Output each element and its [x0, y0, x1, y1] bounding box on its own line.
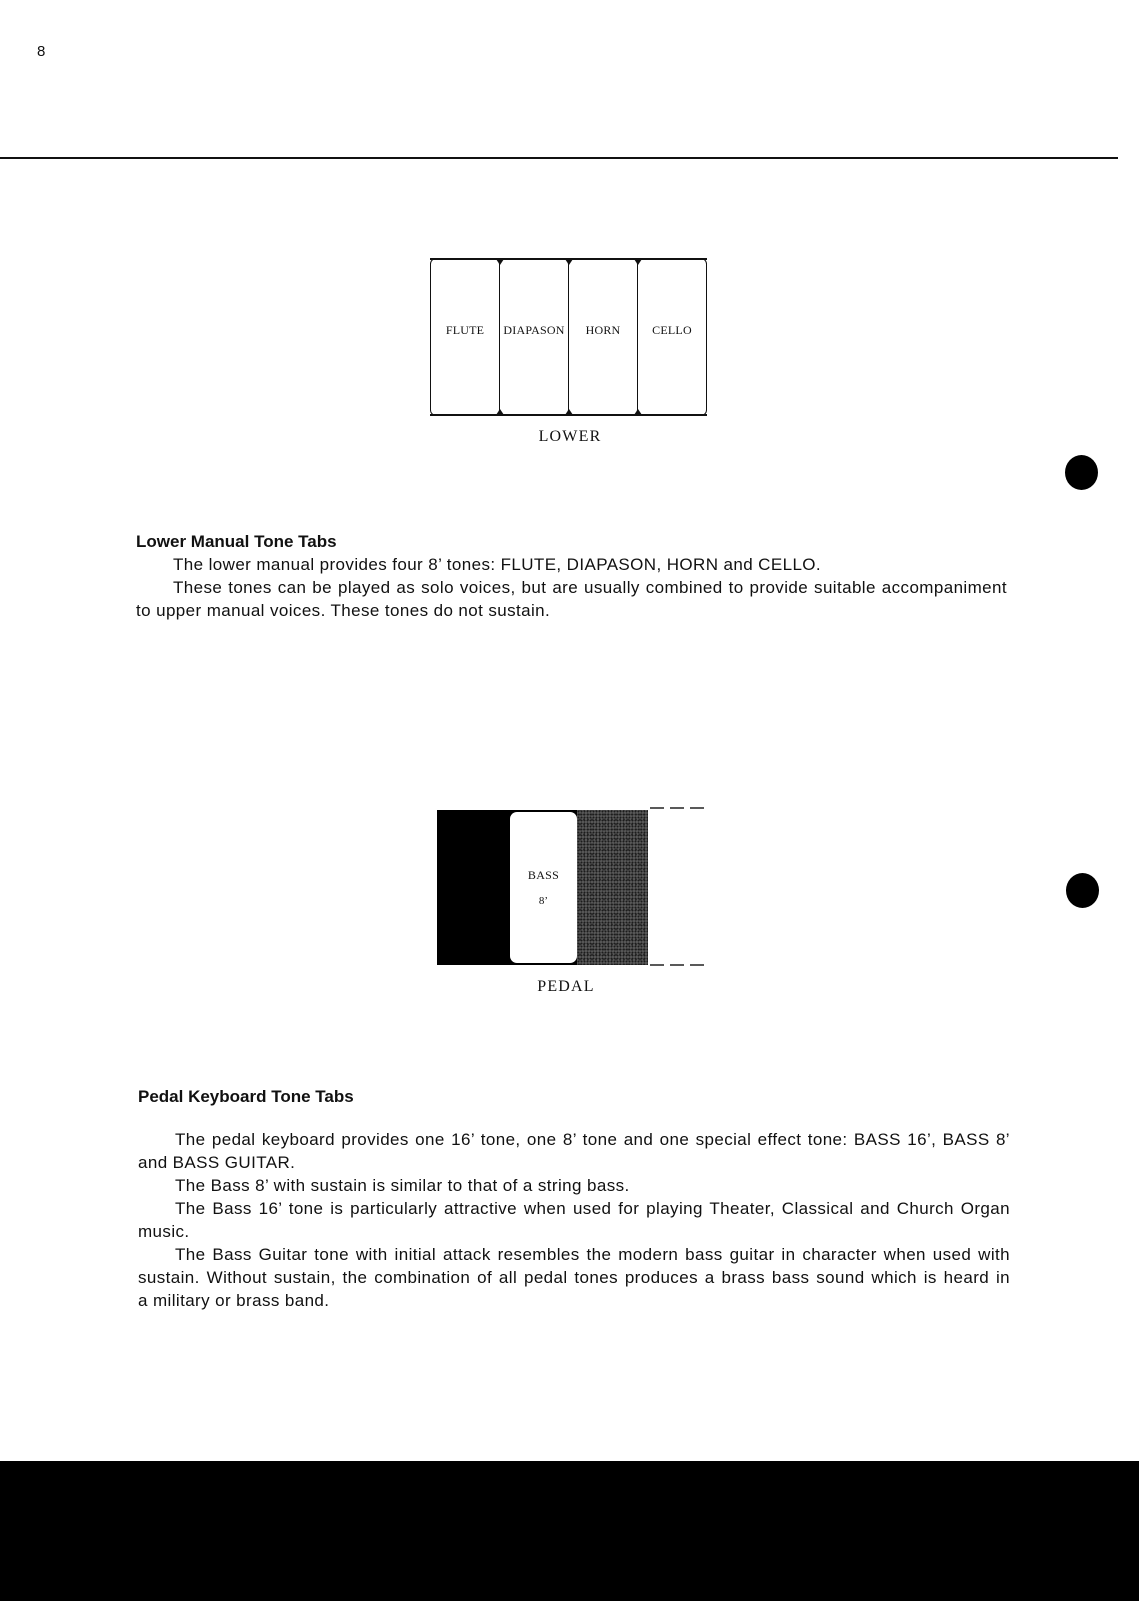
header-rule: [0, 157, 1118, 159]
tab-notch: [634, 259, 642, 265]
paragraph: [138, 1197, 1010, 1243]
paragraph: [138, 1174, 1010, 1197]
pedal-panel-caption: PEDAL: [537, 978, 595, 995]
tone-tab-label: HORN: [585, 322, 621, 337]
paragraph-line: The Bass Guitar tone with initial attack resembles the modern bass guitar in character when used with: [175, 1245, 1010, 1264]
paragraph-line: The Bass 8’ with sustain is similar to that of a string bass.: [175, 1176, 630, 1195]
tone-tab-label: FLUTE: [445, 322, 485, 337]
page-number: 8: [37, 43, 46, 60]
paragraph-line: The pedal keyboard provides one 16’ tone, one 8’ tone and one special effect tone: BASS 16’, BASS 8’: [175, 1130, 1010, 1149]
paragraph-line: and BASS GUITAR.: [138, 1153, 296, 1172]
tab-notch: [565, 259, 573, 265]
punch-hole: [1066, 873, 1099, 908]
tab-notch: [565, 409, 573, 415]
tab-notch: [634, 409, 642, 415]
paragraph: [138, 1128, 1010, 1174]
tab-notch: [496, 259, 504, 265]
tone-tab-label: BASS: [527, 867, 560, 882]
section-heading: Pedal Keyboard Tone Tabs: [138, 1087, 354, 1106]
lower-tone-tab-panel: [430, 258, 707, 416]
tone-tab-label: DIAPASON: [503, 322, 565, 337]
panel-stipple-fill: [577, 810, 648, 965]
pedal-tone-tab-panel: [437, 810, 648, 965]
tone-tab-diapason: [499, 258, 569, 416]
paragraph-line: to upper manual voices. These tones do not sustain.: [136, 601, 551, 620]
paragraph-line: These tones can be played as solo voices, but are usually combined to provide suitable accompaniment: [173, 578, 1007, 597]
tone-tab-footage: 8’: [538, 894, 549, 907]
pedal-keyboard-section: [138, 1085, 1010, 1312]
section-heading: Lower Manual Tone Tabs: [136, 532, 337, 551]
paragraph: [136, 576, 1007, 622]
paragraph-line: sustain. Without sustain, the combination of all pedal tones produces a brass bass sound which is heard in: [138, 1268, 1010, 1287]
tab-notch: [496, 409, 504, 415]
paragraph: [136, 553, 1007, 576]
tone-tab-horn: [568, 258, 638, 416]
punch-hole: [1065, 455, 1098, 490]
tone-tab-bass-8: [510, 812, 577, 963]
paragraph-line: The Bass 16’ tone is particularly attractive when used for playing Theater, Classical and Church Organ: [175, 1199, 1010, 1218]
lower-manual-section: [136, 530, 1007, 622]
paragraph-line: The lower manual provides four 8’ tones: FLUTE, DIAPASON, HORN and CELLO.: [173, 555, 822, 574]
paragraph-line: music.: [138, 1222, 190, 1241]
tone-tab-label: CELLO: [652, 322, 692, 337]
panel-dashed-edges: [649, 802, 709, 970]
tone-tab-flute: [430, 258, 500, 416]
paragraph: [138, 1243, 1010, 1312]
paragraph-line: a military or brass band.: [138, 1291, 330, 1310]
lower-panel-caption: LOWER: [538, 428, 602, 445]
tone-tab-cello: [637, 258, 707, 416]
scan-bottom-band: [0, 1461, 1139, 1601]
